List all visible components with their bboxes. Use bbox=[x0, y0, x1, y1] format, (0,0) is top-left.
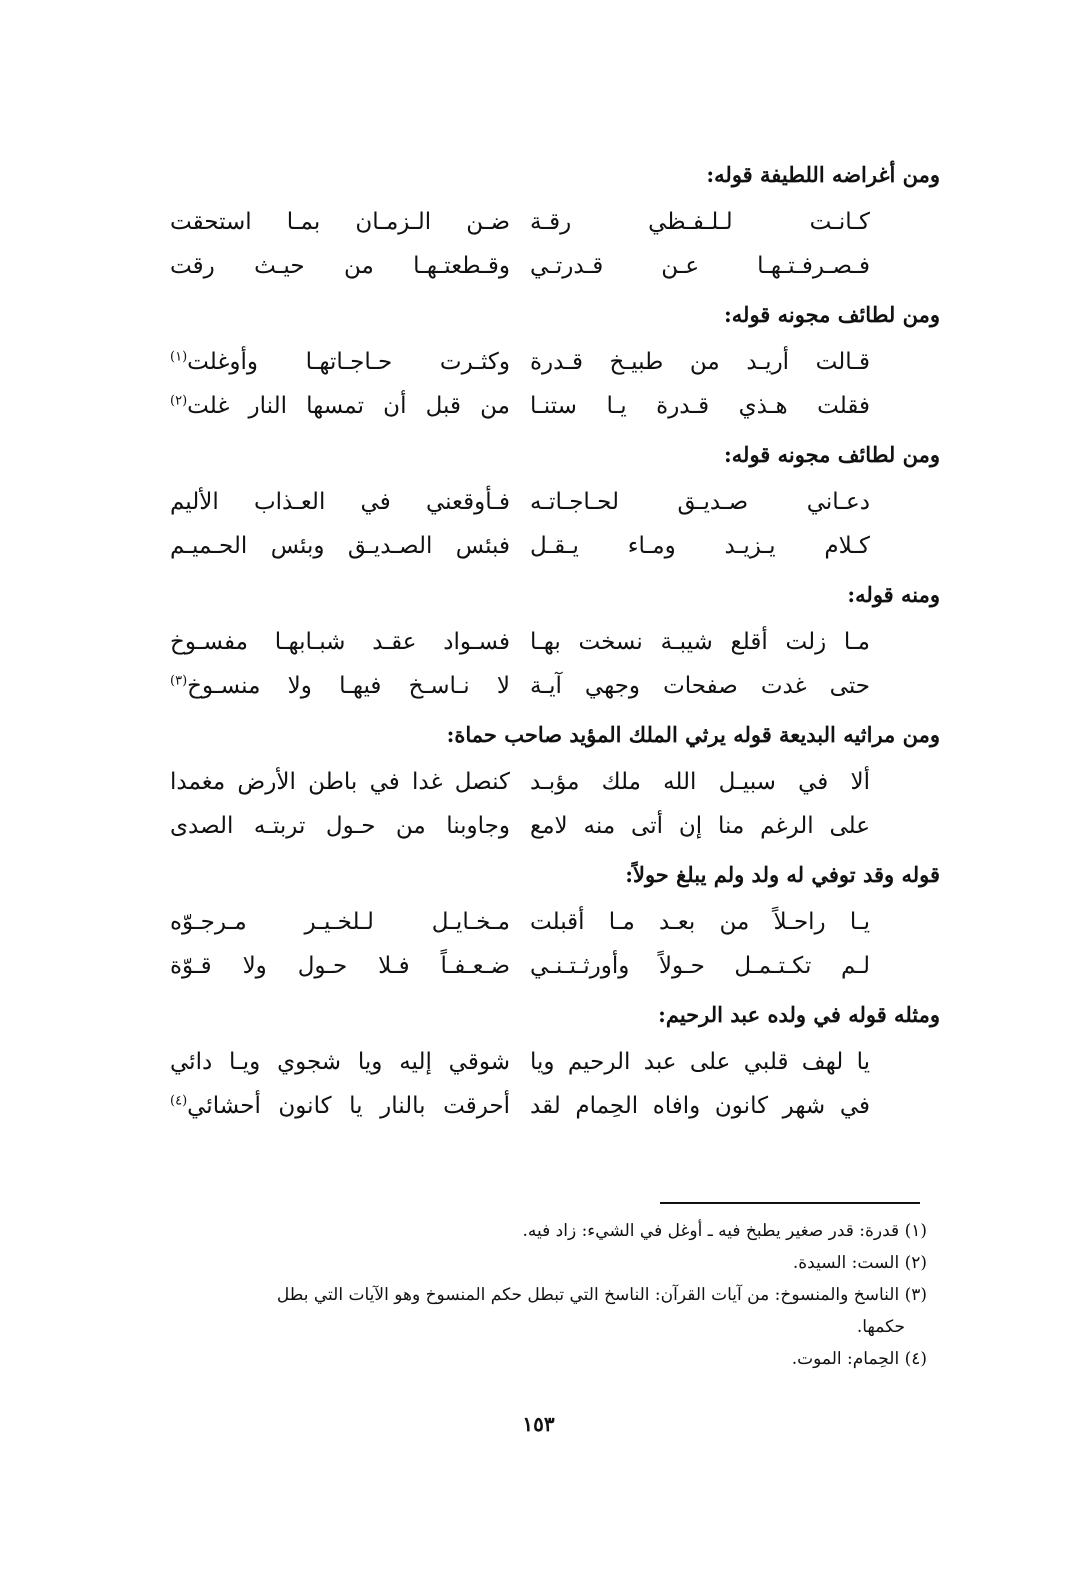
verse-line bbox=[140, 760, 940, 804]
first-hemistich: يا لهف قلبي على عبد الرحيم ويا bbox=[530, 1049, 870, 1075]
verse-line bbox=[140, 620, 940, 664]
section-1 bbox=[140, 160, 940, 288]
second-hemistich: وكثـرت حـاجـاتهـا وأوغلت$^{(١)}$ bbox=[170, 349, 510, 375]
first-hemistich: لـم تكـتـمـل حـولاً وأورثـتـنـي bbox=[530, 953, 870, 979]
section-intro: ومن لطائف مجونه قوله: bbox=[724, 442, 940, 467]
poem bbox=[140, 620, 940, 708]
footnote-marker: (٤) bbox=[170, 1093, 188, 1109]
second-hemistich: فبئس الصـديـق وبئس الحـميـم bbox=[170, 533, 510, 559]
verse-line bbox=[140, 1084, 940, 1128]
poem bbox=[140, 760, 940, 848]
page-number: ١٥٣ bbox=[522, 1412, 555, 1436]
verse-line bbox=[140, 340, 940, 384]
verse-line bbox=[140, 900, 940, 944]
footnotes bbox=[0, 1215, 927, 1375]
section-intro: ومن أغراضه اللطيفة قوله: bbox=[706, 162, 940, 187]
second-hemistich: لا نـاسـخ فيهـا ولا منسـوخ$^{(٣)}$ bbox=[170, 673, 510, 699]
verse-line bbox=[140, 804, 940, 848]
footnote-continuation: حكمها. bbox=[856, 1317, 905, 1337]
first-hemistich: حتى غدت صفحات وجهي آيـة bbox=[530, 673, 870, 699]
verse-line bbox=[140, 1040, 940, 1084]
first-hemistich: قـالت أريـد من طبيـخ قـدرة bbox=[530, 349, 870, 375]
section-7 bbox=[140, 1000, 940, 1128]
second-hemistich: فـأوقعني في العـذاب الأليم bbox=[170, 489, 510, 515]
section-intro: قوله وقد توفي له ولد ولم يبلغ حولاً: bbox=[625, 862, 940, 887]
second-hemistich: من قبل أن تمسها النار غلت$^{(٢)}$ bbox=[170, 393, 510, 419]
first-hemistich: كـانـت لـلـفـظي رقـة bbox=[530, 209, 870, 235]
section-3 bbox=[140, 440, 940, 568]
verse-line bbox=[140, 244, 940, 288]
verse-line bbox=[140, 200, 940, 244]
second-hemistich: أحرقت بالنار يا كانون أحشائي$^{(٤)}$ bbox=[170, 1093, 510, 1119]
footnote: (١) قدرة: قدر صغير يطبخ فيه ـ أوغل في الشيء: زاد فيه. bbox=[522, 1221, 927, 1241]
footnote: (٤) الحِمام: الموت. bbox=[791, 1349, 927, 1369]
first-hemistich: كـلام يـزيـد ومـاء يـقـل bbox=[530, 533, 870, 559]
verse-line bbox=[140, 384, 940, 428]
second-hemistich: وجاوبنا من حـول تربتـه الصدى bbox=[170, 813, 510, 839]
first-hemistich: دعـاني صـديـق لحـاجـاتـه bbox=[530, 489, 870, 515]
poem bbox=[140, 900, 940, 988]
footnote-marker: (٣) bbox=[170, 673, 188, 689]
poetry-content bbox=[140, 160, 940, 1140]
first-hemistich: على الرغم منا إن أتى منه لامع bbox=[530, 813, 870, 839]
first-hemistich: ألا في سبيـل الله ملك مؤبـد bbox=[530, 769, 870, 795]
poem bbox=[140, 200, 940, 288]
footnote-divider bbox=[660, 1202, 920, 1204]
section-intro: ومن مراثيه البديعة قوله يرثي الملك المؤيد صاحب حماة: bbox=[446, 722, 940, 747]
first-hemistich: فـصـرفـتـهـا عـن قـدرتـي bbox=[530, 253, 870, 279]
verse-line bbox=[140, 664, 940, 708]
second-hemistich: شوقي إليه ويا شجوي ويـا دائي bbox=[170, 1049, 510, 1075]
poem bbox=[140, 340, 940, 428]
section-6 bbox=[140, 860, 940, 988]
first-hemistich: في شهر كانون وافاه الحِمام لقد bbox=[530, 1093, 870, 1119]
poem bbox=[140, 1040, 940, 1128]
poem bbox=[140, 480, 940, 568]
second-hemistich: مـخـايـل لـلخـيـر مـرجـوّه bbox=[170, 909, 510, 935]
section-5 bbox=[140, 720, 940, 848]
first-hemistich: مـا زلت أقلع شيبـة نسخت بهـا bbox=[530, 629, 870, 655]
second-hemistich: ضـعـفـاً فـلا حـول ولا قـوّة bbox=[170, 953, 510, 979]
section-intro: ومنه قوله: bbox=[847, 582, 940, 607]
second-hemistich: وقـطعتـهـا من حيـث رقت bbox=[170, 253, 510, 279]
second-hemistich: فسـواد عقـد شبـابهـا مفسـوخ bbox=[170, 629, 510, 655]
footnote: (٢) الست: السيدة. bbox=[792, 1253, 927, 1273]
verse-line bbox=[140, 524, 940, 568]
section-2 bbox=[140, 300, 940, 428]
second-hemistich: كنصل غدا في باطن الأرض مغمدا bbox=[170, 769, 510, 795]
first-hemistich: يـا راحـلاً من بعـد مـا أقبلت bbox=[530, 909, 870, 935]
first-hemistich: فقلت هـذي قـدرة يـا ستنـا bbox=[530, 393, 870, 419]
section-4 bbox=[140, 580, 940, 708]
footnote-marker: (١) bbox=[170, 349, 188, 365]
second-hemistich: ضـن الـزمـان بمـا استحقت bbox=[170, 209, 510, 235]
footnote: (٣) الناسخ والمنسوخ: من آيات القرآن: الناسخ التي تبطل حكم المنسوخ وهو الآيات التي بطل bbox=[276, 1285, 927, 1305]
verse-line bbox=[140, 480, 940, 524]
section-intro: ومثله قوله في ولده عبد الرحيم: bbox=[658, 1002, 940, 1027]
footnote-marker: (٢) bbox=[170, 393, 188, 409]
section-intro: ومن لطائف مجونه قوله: bbox=[724, 302, 940, 327]
verse-line bbox=[140, 944, 940, 988]
